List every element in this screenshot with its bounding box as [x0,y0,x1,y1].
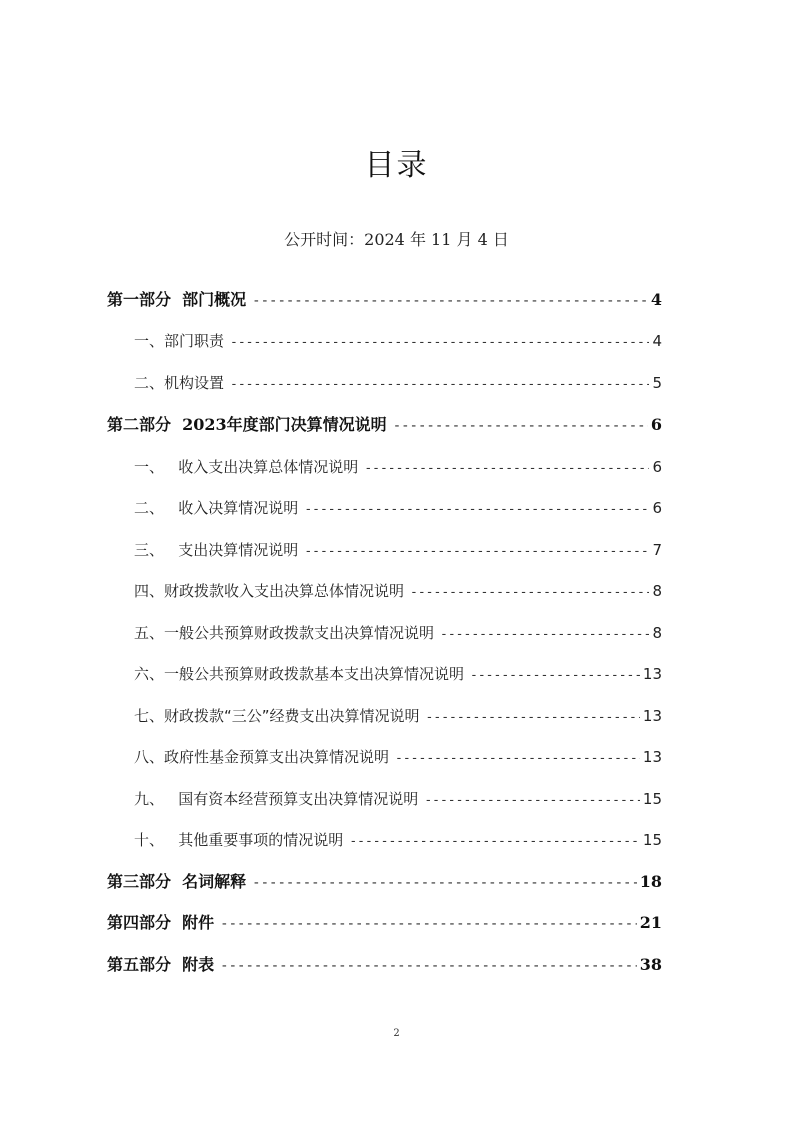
toc-entry[interactable] [134,787,662,811]
toc-leader [470,662,640,688]
toc-leader [230,329,649,355]
toc-entry-page: 21 [639,913,662,932]
toc-entry-label: 五、一般公共预算财政拨款支出决算情况说明 [134,624,435,642]
toc-entry-label: 第一部分 部门概况 [107,290,247,309]
toc-entry-page: 18 [639,872,662,891]
toc-entry-label: 九、 国有资本经营预算支出决算情况说明 [134,790,419,808]
toc-entry-label: 二、 收入决算情况说明 [134,499,299,517]
toc-entry-page: 13 [642,707,662,725]
toc-entry[interactable] [134,579,662,603]
toc-entry-page: 5 [652,374,662,392]
toc-leader [220,953,637,978]
toc-entry-page: 8 [652,582,662,600]
toc-entry-page: 15 [642,790,662,808]
toc-entry[interactable] [134,455,662,479]
toc-leader [424,787,640,813]
toc-entry-page: 8 [652,624,662,642]
toc-leader [410,579,649,605]
toc-entry-label: 六、一般公共预算财政拨款基本支出决算情况说明 [134,665,465,683]
toc-entry[interactable] [134,371,662,395]
toc-entry[interactable] [134,538,662,562]
toc-entry-label: 第五部分 附表 [107,955,215,974]
toc-entry-label: 四、财政拨款收入支出决算总体情况说明 [134,582,405,600]
toc-entry[interactable] [134,704,662,728]
toc-entry[interactable] [107,870,662,894]
toc-entry-page: 4 [650,290,662,309]
toc-entry-page: 13 [642,665,662,683]
toc-leader [252,288,648,313]
toc-entry[interactable] [107,288,662,312]
toc-entry-label: 八、政府性基金预算支出决算情况说明 [134,748,390,766]
toc-entry[interactable] [107,911,662,935]
toc-entry-page: 15 [642,831,662,849]
toc-leader [304,496,649,522]
toc-entry-page: 7 [652,541,662,559]
toc-leader [304,538,649,564]
toc-entry-label: 第三部分 名词解释 [107,872,247,891]
toc-entry-page: 13 [642,748,662,766]
toc-entry[interactable] [134,662,662,686]
publish-date: 公开时间：2024 年 11 月 4 日 [284,230,509,249]
toc-entry-label: 二、机构设置 [134,374,225,392]
toc-entry-page: 4 [652,332,662,350]
toc-leader [230,371,649,397]
toc-entry-label: 七、财政拨款“三公”经费支出决算情况说明 [134,707,420,725]
toc-entry-label: 十、 其他重要事项的情况说明 [134,831,344,849]
toc-entry-page: 38 [639,955,662,974]
toc-entry-label: 第四部分 附件 [107,913,215,932]
toc-leader [364,455,649,481]
toc-entry[interactable] [107,953,662,977]
page-number: 2 [393,1028,400,1039]
toc-entry-label: 三、 支出决算情况说明 [134,541,299,559]
toc-entry-page: 6 [652,499,662,517]
toc-leader [393,413,648,438]
toc-entry[interactable] [134,621,662,645]
toc-entry-page: 6 [652,458,662,476]
toc-entry-label: 一、部门职责 [134,332,225,350]
toc-leader [426,704,640,730]
document-title: 目录 [364,148,429,183]
toc-leader [395,745,640,771]
toc-entry-label: 一、 收入支出决算总体情况说明 [134,458,359,476]
toc-entry-page: 6 [650,415,662,434]
toc-leader [349,828,640,854]
toc-entry[interactable] [107,413,662,437]
toc-entry[interactable] [134,496,662,520]
toc-leader [220,911,637,936]
toc-entry[interactable] [134,329,662,353]
toc-leader [440,621,649,647]
toc-entry-label: 第二部分 2023年度部门决算情况说明 [107,415,387,434]
toc-entry[interactable] [134,828,662,852]
toc-leader [252,870,637,895]
toc-entry[interactable] [134,745,662,769]
